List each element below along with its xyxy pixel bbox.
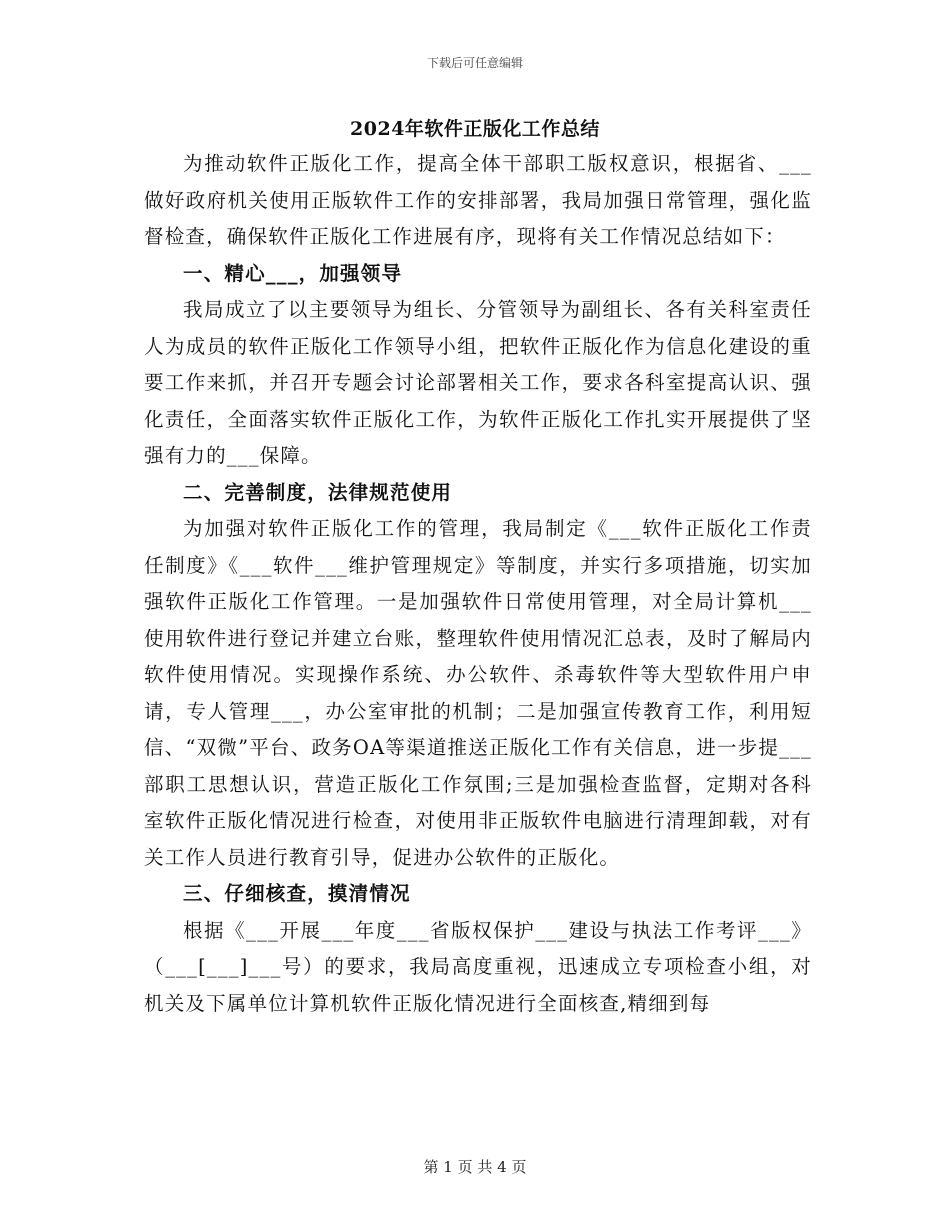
document-body (144, 146, 812, 1022)
document-title: 2024年软件正版化工作总结 (350, 118, 600, 140)
section-3-paragraph: 根据《___开展___年度___省版权保护___建设与执法工作考评___》（___[___]___号）的要求，我局高度重视，迅速成立专项检查小组，对机关及下属单位计算机软件正版化情况进行全面核查,精细到每 (144, 918, 812, 1015)
page-number-footer: 第 1 页 共 4 页 (423, 1158, 527, 1176)
section-1-paragraph: 我局成立了以主要领导为组长、分管领导为副组长、各有关科室责任人为成员的软件正版化工作领导小组，把软件正版化作为信息化建设的重要工作来抓，并召开专题会讨论部署相关工作，要求各科室提高认识、强化责任，全面落实软件正版化工作，为软件正版化工作扎实开展提供了坚强有力的___保障。 (144, 298, 812, 467)
intro-paragraph: 为推动软件正版化工作，提高全体干部职工版权意识，根据省、___做好政府机关使用正版软件工作的安排部署，我局加强日常管理，强化监督检查，确保软件正版化工作进展有序，现将有关工作情况总结如下： (144, 152, 812, 248)
section-1-heading: 一、精心___，加强领导 (183, 261, 403, 285)
section-2-paragraph: 为加强对软件正版化工作的管理，我局制定《___软件正版化工作责任制度》《___软件___维护管理规定》等制度，并实行多项措施，切实加强软件正版化工作管理。一是加强软件日常使用管理，对全局计算机___使用软件进行登记并建立台账，整理软件使用情况汇总表，及时了解局内软件使用情况。实现操作系统、办公软件、杀毒软件等大型软件用户申请，专人管理___，办公室审批的机制；二是加强宣传教育工作，利用短信、“双微”平台、政务OA等渠道推送正版化工作有关信息，进一步提___部职工思想认识，营造正版化工作氛围;三是加强检查监督，定期对各科室软件正版化情况进行检查，对使用非正版软件电脑进行清理卸载，对有关工作人员进行教育引导，促进办公软件的正版化。 (144, 517, 812, 869)
section-2-heading: 二、完善制度，法律规范使用 (183, 480, 453, 504)
section-3-heading: 三、仔细核查，摸清情况 (183, 882, 411, 905)
header-note: 下载后可任意编辑 (426, 56, 523, 70)
